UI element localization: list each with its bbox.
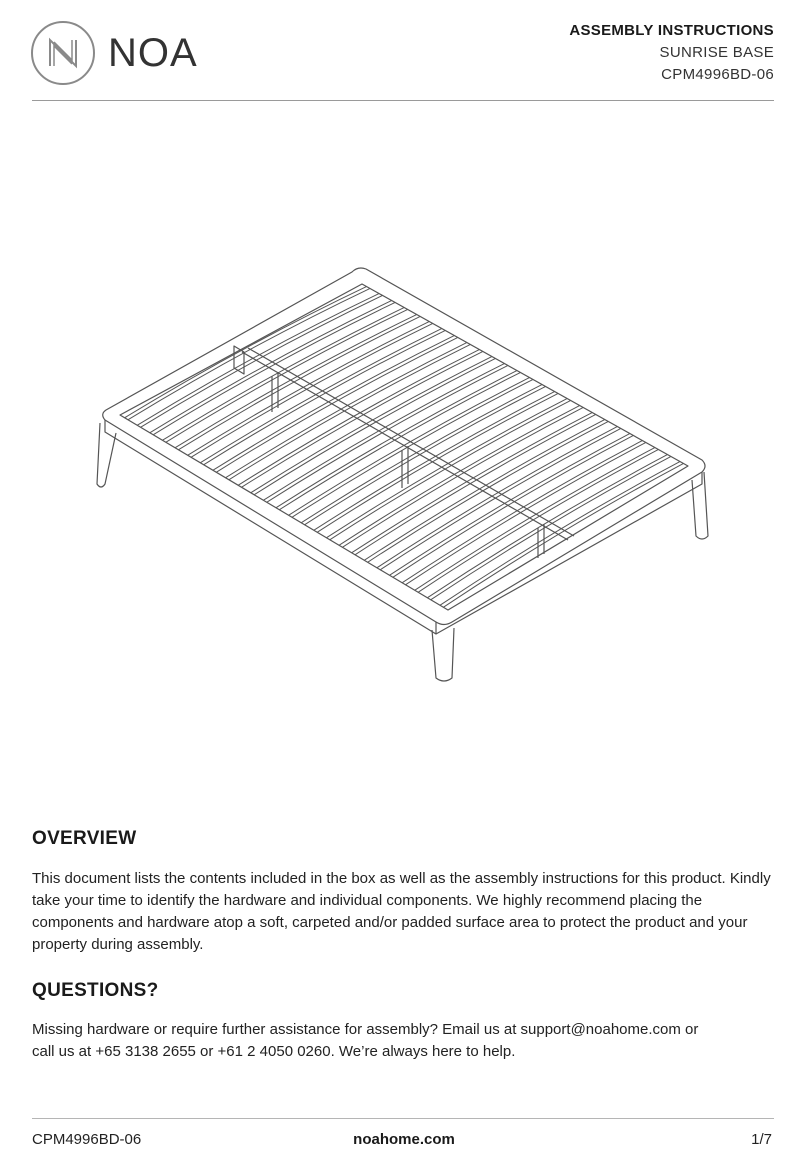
overview-section: [32, 828, 772, 956]
bed-frame-illustration: [80, 260, 730, 690]
footer-product-code: CPM4996BD-06: [32, 1131, 142, 1148]
questions-line-2: call us at +65 3138 2655 or +61 2 4050 0260. We’re always here to help.: [32, 1043, 516, 1060]
bed-slat: [279, 372, 520, 509]
bed-slat: [267, 365, 508, 502]
product-code: CPM4996BD-06: [661, 66, 774, 83]
overview-heading: OVERVIEW: [32, 828, 137, 849]
bed-slat: [292, 379, 533, 517]
document-header: [569, 20, 774, 86]
bed-slat: [393, 435, 633, 577]
frame-inner-edge: [120, 284, 688, 610]
leg-front: [432, 628, 454, 681]
page-number: 1/7: [751, 1131, 772, 1148]
bed-slat: [254, 358, 495, 494]
footer-divider: [32, 1118, 774, 1119]
bed-slat: [431, 456, 671, 599]
bed-slat: [368, 421, 609, 562]
footer-website-link[interactable]: noahome.com: [353, 1131, 455, 1148]
questions-section: [32, 980, 772, 1063]
header-divider: [32, 100, 774, 101]
bed-slat: [141, 295, 383, 427]
leg-right: [692, 472, 708, 539]
noa-logo-icon: [30, 20, 96, 86]
bed-slat: [229, 344, 470, 479]
product-name: SUNRISE BASE: [659, 44, 774, 61]
questions-heading: QUESTIONS?: [32, 980, 159, 1001]
questions-line-1: Missing hardware or require further assistance for assembly? Email us at support@noahome.com or: [32, 1021, 699, 1038]
bed-slat: [443, 463, 683, 607]
bed-slat: [380, 428, 620, 569]
brand-name: NOA: [108, 30, 198, 75]
bed-slat: [153, 302, 395, 434]
overview-text: This document lists the contents included in the box as well as the assembly instructions for this product. Kindly take your time to identify the hardware and individual components. We highly recommend placing the components and hardware atop a soft, carpeted and/or padded surface area to protect the product and your property during assembly.: [32, 870, 771, 953]
bed-slat: [128, 288, 370, 419]
document-title: ASSEMBLY INSTRUCTIONS: [569, 22, 774, 39]
frame-outer-edge: [103, 268, 705, 625]
brand-logo: [30, 20, 198, 86]
bed-slat: [242, 351, 483, 487]
center-leg-2: [402, 446, 408, 488]
